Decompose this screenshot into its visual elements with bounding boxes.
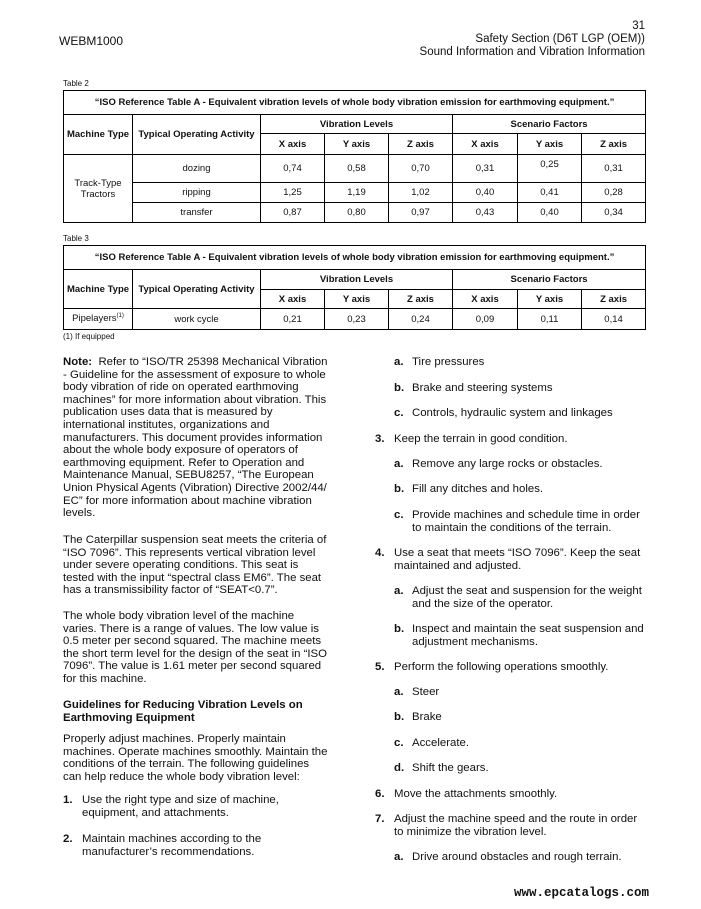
note-paragraph-line: earthmoving equipment. Refer to Operation and xyxy=(63,456,305,469)
list-item-text: Maintain machines according to the xyxy=(82,833,262,845)
table-cell: 0,31 xyxy=(582,155,646,183)
document-id: WEBM1000 xyxy=(59,34,124,48)
table3-axis-header: X axis xyxy=(453,290,518,309)
table3-header-activity: Typical Operating Activity xyxy=(133,270,261,309)
table2-axis-header: Z axis xyxy=(389,134,453,155)
table2-axis-header: X axis xyxy=(261,134,325,155)
table2-caption: Table 2 xyxy=(63,79,89,88)
guidelines-heading: Guidelines for Reducing Vibration Levels on xyxy=(63,699,303,711)
table-cell: 0,14 xyxy=(582,309,646,330)
table-cell: 0,70 xyxy=(389,155,453,183)
vibration-level-paragraph-line: for this machine. xyxy=(63,673,147,685)
seat-paragraph-line: The Caterpillar suspension seat meets the criteria of xyxy=(63,534,327,546)
table2-machine-type: Track-Type Tractors xyxy=(64,155,133,223)
right-column xyxy=(375,356,655,876)
table-cell: 0,23 xyxy=(325,309,389,330)
sub-list-item-text: Remove any large rocks or obstacles. xyxy=(412,458,603,470)
table-cell: 1,02 xyxy=(389,183,453,203)
vibration-level-paragraph-line: The whole body vibration level of the machine xyxy=(63,610,295,622)
sub-list-item-text: Drive around obstacles and rough terrain. xyxy=(412,851,622,863)
note-paragraph-line: international institutes, organizations and xyxy=(63,419,270,431)
list-number: b. xyxy=(394,483,405,495)
sub-list-item-text: Provide machines and schedule time in order xyxy=(412,509,640,521)
list-number: b. xyxy=(394,382,405,394)
sub-list-item-text: Steer xyxy=(412,686,440,698)
list-item-text: Adjust the machine speed and the route in order xyxy=(394,813,638,825)
note-paragraph-line: manufacturers. This document provides information xyxy=(63,431,323,444)
guidelines-heading: Earthmoving Equipment xyxy=(63,711,195,724)
guidelines-paragraph-line: machines. Operate machines smoothly. Maintain the xyxy=(63,745,328,758)
list-number: 7. xyxy=(375,813,385,825)
list-item-text: equipment, and attachments. xyxy=(82,806,229,819)
vibration-level-paragraph-line: 7096”. The value is 1.61 meter per second squared xyxy=(63,660,322,673)
guidelines-paragraph-line: conditions of the terrain. The following guidelines xyxy=(63,758,310,771)
note-paragraph-line xyxy=(63,356,327,369)
list-number: c. xyxy=(394,737,404,749)
table-cell: 0,34 xyxy=(582,203,646,223)
page-header xyxy=(420,20,645,59)
vibration-level-paragraph-line: 0.5 meter per second squared. The machine meets xyxy=(63,635,322,648)
list-number: a. xyxy=(394,686,404,698)
table3 xyxy=(63,245,646,330)
vibration-level-paragraph-line: varies. There is a range of values. The low value is xyxy=(63,622,319,635)
sub-list-item-text: Brake xyxy=(412,711,442,723)
table-row xyxy=(64,183,646,203)
table-cell: 0,11 xyxy=(518,309,582,330)
note-text: Refer to “ISO/TR 25398 Mechanical Vibration xyxy=(98,356,328,368)
table-cell: 0,43 xyxy=(453,203,518,223)
table-cell: 0,21 xyxy=(261,309,325,330)
list-item-text: Perform the following operations smoothly. xyxy=(394,661,609,673)
table3-axis-header: Z axis xyxy=(389,290,453,309)
table2-title: “ISO Reference Table A - Equivalent vibration levels of whole body vibration emission for earthmoving equipment.” xyxy=(64,91,646,115)
sub-list-item-text: Accelerate. xyxy=(412,737,469,749)
table-cell: work cycle xyxy=(133,309,261,330)
list-item-text: maintained and adjusted. xyxy=(394,559,522,572)
list-number: b. xyxy=(394,711,405,723)
table-cell: transfer xyxy=(133,203,261,223)
seat-paragraph-line: tested with the input “spectral class EM6”. The seat xyxy=(63,571,322,584)
seat-paragraph-line: has a transmissibility factor of “SEAT<0.7”. xyxy=(63,584,278,597)
table-cell: 0,31 xyxy=(453,155,518,183)
list-number: d. xyxy=(394,762,405,774)
table3-footnote: (1) If equipped xyxy=(63,332,115,341)
table3-header-scenario-factors: Scenario Factors xyxy=(453,270,646,290)
table-cell: 0,41 xyxy=(518,183,582,203)
table3-caption: Table 3 xyxy=(63,234,89,243)
list-number: a. xyxy=(394,356,404,368)
table-cell: 1,19 xyxy=(325,183,389,203)
list-item-text: Use the right type and size of machine, xyxy=(82,794,279,806)
table2-axis-header: Z axis xyxy=(582,134,646,155)
table2 xyxy=(63,90,646,223)
table-cell: 0,58 xyxy=(325,155,389,183)
note-paragraph-line: publication uses data that is measured by xyxy=(63,406,273,419)
list-item-text: Use a seat that meets “ISO 7096”. Keep the seat xyxy=(394,547,641,559)
table2-axis-header: Y axis xyxy=(325,134,389,155)
table-cell: 0,40 xyxy=(453,183,518,203)
table3-axis-header: X axis xyxy=(261,290,325,309)
guidelines-paragraph-line: can help reduce the whole body vibration level: xyxy=(63,770,300,783)
list-number: 2. xyxy=(63,833,73,845)
note-paragraph-line: Union Physical Agents (Vibration) Directive 2002/44/ xyxy=(63,482,327,494)
footnote-ref: (1) xyxy=(116,313,124,320)
note-label: Note: xyxy=(63,356,93,368)
list-number: 4. xyxy=(375,547,385,559)
note-paragraph-line: machines” for more information about vibration. This xyxy=(63,393,327,406)
sub-list-item-text: Tire pressures xyxy=(412,356,485,368)
note-paragraph-line: about the whole body exposure of operators of xyxy=(63,444,298,457)
table2-header-activity: Typical Operating Activity xyxy=(133,115,261,155)
table3-axis-header: Y axis xyxy=(518,290,582,309)
table-cell: 0,87 xyxy=(261,203,325,223)
note-paragraph-line: body vibration of ride on operated earthmoving xyxy=(63,381,299,394)
list-number: 5. xyxy=(375,661,385,673)
machine-name: Pipelayers xyxy=(72,313,117,325)
list-number: c. xyxy=(394,509,404,521)
list-number: 1. xyxy=(63,794,73,806)
table3-title: “ISO Reference Table A - Equivalent vibration levels of whole body vibration emission for earthmoving equipment.” xyxy=(64,246,646,270)
table-cell: dozing xyxy=(133,155,261,183)
left-column xyxy=(63,356,343,866)
note-paragraph-line: EC” for more information about machine vibration xyxy=(63,494,312,507)
table-cell: 0,24 xyxy=(389,309,453,330)
sub-list-item-text: Adjust the seat and suspension for the weight xyxy=(412,585,642,597)
list-number: a. xyxy=(394,585,404,597)
guidelines-paragraph-line: Properly adjust machines. Properly maintain xyxy=(63,733,286,745)
table2-axis-header: X axis xyxy=(453,134,518,155)
table3-header-vibration-levels: Vibration Levels xyxy=(261,270,453,290)
table-row xyxy=(64,155,646,183)
vibration-level-paragraph-line: the short term level for the design of the seat in “ISO xyxy=(63,647,328,660)
table-cell: 0,97 xyxy=(389,203,453,223)
table-cell: ripping xyxy=(133,183,261,203)
table2-header-scenario-factors: Scenario Factors xyxy=(453,115,646,134)
page-number: 31 xyxy=(632,20,645,32)
list-number: a. xyxy=(394,458,404,470)
sub-list-item-text: to maintain the conditions of the terrain. xyxy=(412,521,612,534)
table3-header-machine-type: Machine Type xyxy=(64,270,133,309)
table-row xyxy=(64,203,646,223)
table2-header-vibration-levels: Vibration Levels xyxy=(261,115,453,134)
table-cell: 0,80 xyxy=(325,203,389,223)
list-item-text: to minimize the vibration level. xyxy=(394,825,547,838)
table-cell: 1,25 xyxy=(261,183,325,203)
sub-list-item-text: adjustment mechanisms. xyxy=(412,635,538,648)
subsection-title: Sound Information and Vibration Information xyxy=(419,46,645,58)
table-cell: 0,25 xyxy=(518,155,582,183)
table3-machine-type xyxy=(64,309,133,330)
table2-axis-header: Y axis xyxy=(518,134,582,155)
sub-list-item-text: Brake and steering systems xyxy=(412,382,553,394)
sub-list-item-text: Shift the gears. xyxy=(412,762,489,774)
note-paragraph-line: levels. xyxy=(63,507,96,520)
list-number: a. xyxy=(394,851,404,863)
sub-list-item-text: Controls, hydraulic system and linkages xyxy=(412,407,613,419)
table-cell: 0,74 xyxy=(261,155,325,183)
seat-paragraph-line: “ISO 7096”. This represents vertical vibration level xyxy=(63,546,316,559)
list-item-text: Move the attachments smoothly. xyxy=(394,788,558,800)
table-cell: 0,40 xyxy=(518,203,582,223)
list-number: c. xyxy=(394,407,404,419)
list-number: 3. xyxy=(375,433,385,445)
list-number: b. xyxy=(394,623,405,635)
table-cell: 0,09 xyxy=(453,309,518,330)
seat-paragraph-line: under severe operating conditions. This seat is xyxy=(63,559,299,572)
table-row xyxy=(64,309,646,330)
section-title: Safety Section (D6T LGP (OEM)) xyxy=(475,33,645,45)
list-number: 6. xyxy=(375,788,385,800)
sub-list-item-text: Inspect and maintain the seat suspension and xyxy=(412,623,644,635)
table3-axis-header: Z axis xyxy=(582,290,646,309)
table3-axis-header: Y axis xyxy=(325,290,389,309)
table2-header-machine-type: Machine Type xyxy=(64,115,133,155)
sub-list-item-text: Fill any ditches and holes. xyxy=(412,483,544,495)
note-paragraph-line: - Guideline for the assessment of exposure to whole xyxy=(63,368,326,381)
list-item-text: Keep the terrain in good condition. xyxy=(394,433,568,445)
footer-url: www.epcatalogs.com xyxy=(513,886,649,900)
note-paragraph-line: Maintenance Manual, SEBU8257, “The European xyxy=(63,469,314,482)
table-cell: 0,28 xyxy=(582,183,646,203)
sub-list-item-text: and the size of the operator. xyxy=(412,597,554,610)
list-item-text: manufacturer’s recommendations. xyxy=(82,845,255,858)
